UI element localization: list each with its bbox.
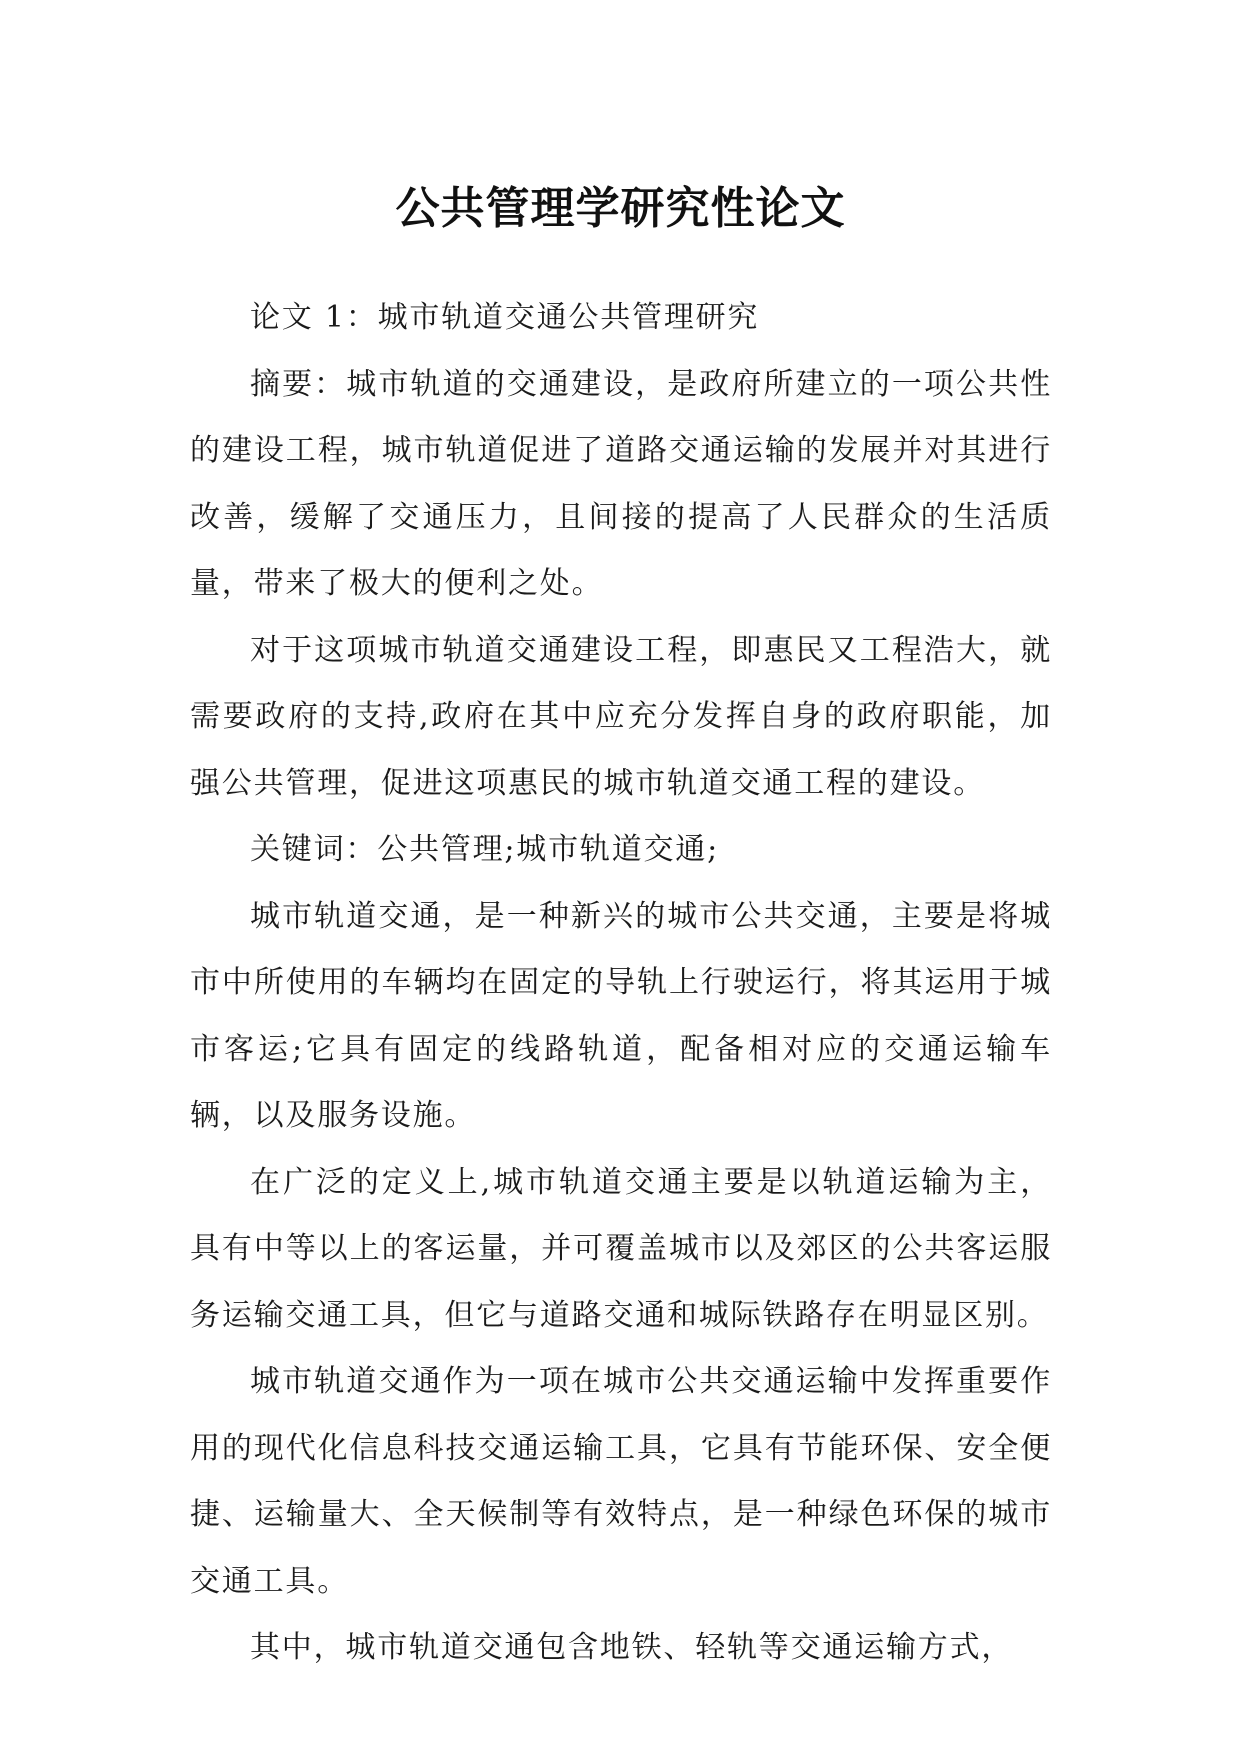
body-paragraph: 在广泛的定义上,城市轨道交通主要是以轨道运输为主，具有中等以上的客运量，并可覆盖城市以及郊区的公共客运服务运输交通工具，但它与道路交通和城际铁路存在明显区别。: [190, 1164, 1052, 1333]
paper-heading: 论文 1：城市轨道交通公共管理研究: [250, 300, 760, 335]
document-body: [190, 285, 1052, 1682]
page-title: 公共管理学研究性论文: [395, 183, 846, 235]
abstract-paragraph: 摘要：城市轨道的交通建设，是政府所建立的一项公共性的建设工程，城市轨道促进了道路交通运输的发展并对其进行改善，缓解了交通压力，且间接的提高了人民群众的生活质量，带来了极大的便利之处。: [190, 366, 1052, 601]
body-paragraph: 城市轨道交通，是一种新兴的城市公共交通，主要是将城市中所使用的车辆均在固定的导轨上行驶运行，将其运用于城市客运;它具有固定的线路轨道，配备相对应的交通运输车辆，以及服务设施。: [190, 898, 1052, 1133]
keywords-line: 关键词：公共管理;城市轨道交通;: [250, 832, 720, 867]
body-paragraph: 对于这项城市轨道交通建设工程，即惠民又工程浩大，就需要政府的支持,政府在其中应充分发挥自身的政府职能，加强公共管理，促进这项惠民的城市轨道交通工程的建设。: [190, 632, 1052, 801]
body-paragraph: 其中，城市轨道交通包含地铁、轻轨等交通运输方式，: [250, 1630, 1014, 1665]
body-paragraph: 城市轨道交通作为一项在城市公共交通运输中发挥重要作用的现代化信息科技交通运输工具，它具有节能环保、安全便捷、运输量大、全天候制等有效特点，是一种绿色环保的城市交通工具。: [190, 1364, 1052, 1599]
